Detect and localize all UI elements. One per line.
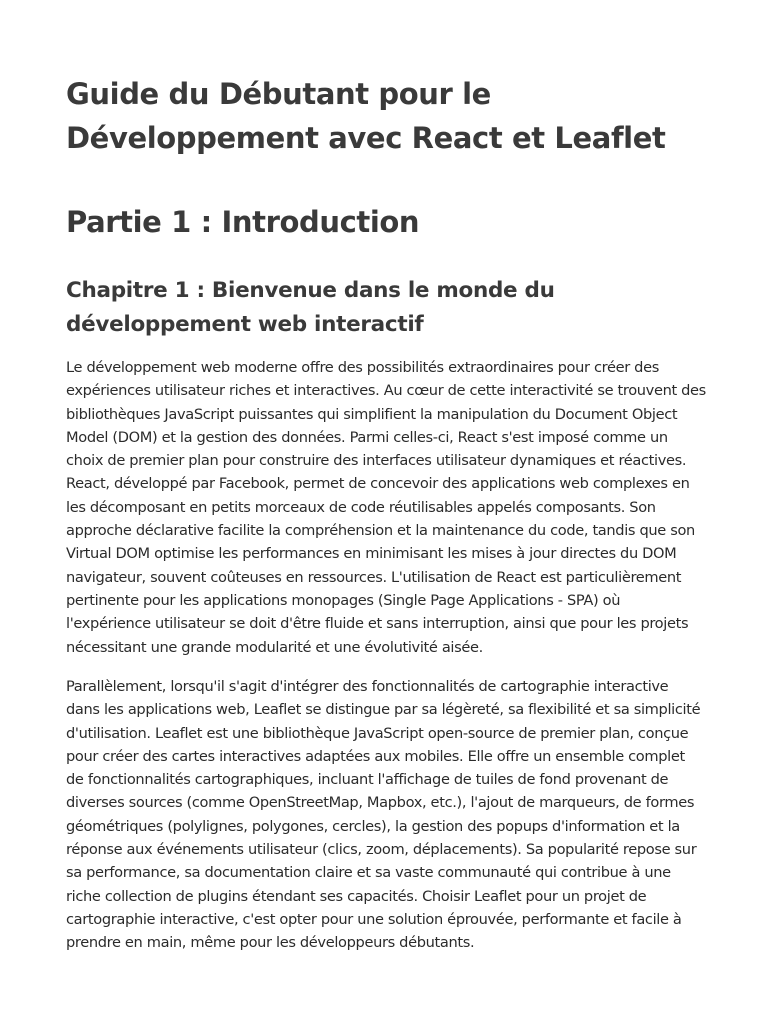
chapter-heading: Chapitre 1 : Bienvenue dans le monde du développement web interactif: [66, 278, 555, 337]
body-paragraph: Le développement web moderne offre des possibilités extraordinaires pour créer des expériences utilisateur riches et interactives. Au cœur de cette interactivité se trouvent des bibliothèques JavaScript puissantes qui simplifient la manipulation du Document Object Model (DOM) et la gestion des données. Parmi celles-ci, React s'est imposé comme un choix de premier plan pour construire des interfaces utilisateur dynamiques et réactives. React, développé par Facebook, permet de concevoir des applications web complexes en les décomposant en petits morceaux de code réutilisables appelés composants. Son approche déclarative facilite la compréhension et la maintenance du code, tandis que son Virtual DOM optimise les performances en minimisant les mises à jour directes du DOM navigateur, souvent coûteuses en ressources. L'utilisation de React est particulièrement pertinente pour les applications monopages (Single Page Applications - SPA) où l'expérience utilisateur se doit d'être fluide et sans interruption, ainsi que pour les projets nécessitant une grande modularité et une évolutivité aisée.: [66, 359, 706, 656]
part-heading: Partie 1 : Introduction: [66, 205, 420, 239]
document-title: Guide du Débutant pour le Développement avec React et Leaflet: [66, 77, 666, 155]
body-paragraph: Parallèlement, lorsqu'il s'agit d'intégrer des fonctionnalités de cartographie interactive dans les applications web, Leaflet se distingue par sa légèreté, sa flexibilité et sa simplicité d'utilisation. Leaflet est une bibliothèque JavaScript open-source de premier plan, conçue pour créer des cartes interactives adaptées aux mobiles. Elle offre un ensemble complet de fonctionnalités cartographiques, incluant l'affichage de tuiles de fond provenant de diverses sources (comme OpenStreetMap, Mapbox, etc.), l'ajout de marqueurs, de formes géométriques (polylignes, polygones, cercles), la gestion des popups d'information et la réponse aux événements utilisateur (clics, zoom, déplacements). Sa popularité repose sur sa performance, sa documentation claire et sa vaste communauté qui contribue à une riche collection de plugins étendant ses capacités. Choisir Leaflet pour un projet de cartographie interactive, c'est opter pour une solution éprouvée, performante et facile à prendre en main, même pour les développeurs débutants.: [66, 678, 701, 952]
